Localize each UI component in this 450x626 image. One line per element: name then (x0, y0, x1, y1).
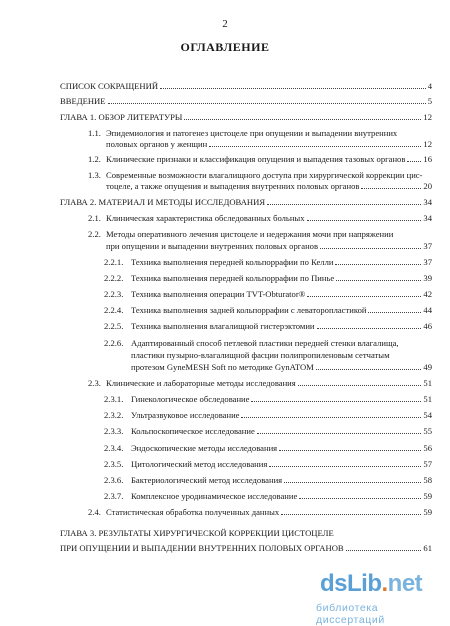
toc-entry-2-3-5-number: 2.3.5. (104, 459, 124, 469)
toc-entry-2-2-4[interactable]: Техника выполнения задней кольпоррафии с леваторопластикой 44 (131, 305, 432, 315)
toc-entry-2-2-3-number: 2.2.3. (104, 289, 124, 299)
toc-entry-chapter-3[interactable]: ПРИ ОПУЩЕНИИ И ВЫПАДЕНИИ ВНУТРЕННИХ ПОЛОВЫХ ОРГАНОВ 61 (60, 543, 432, 553)
toc-entry-2-2-6[interactable]: протезом GyneMESH Soft по методике GynATOM 49 (131, 362, 432, 372)
toc-entry-2-3-7-number: 2.3.7. (104, 491, 124, 501)
toc-entry-1-2[interactable]: Клинические признаки и классификация опущения и выпадения тазовых органов 16 (106, 154, 432, 164)
toc-entry-2-3-1[interactable]: Гинекологическое обследование 51 (131, 394, 432, 404)
toc-entry-2-1[interactable]: Клиническая характеристика обследованных больных 34 (106, 213, 432, 223)
toc-entry-2-3-5[interactable]: Цитологический метод исследования 57 (131, 459, 432, 469)
toc-entry-1-1-number: 1.1. (88, 128, 101, 138)
toc-entry-2-1-number: 2.1. (88, 213, 101, 223)
watermark-tagline: библиотека диссертаций (316, 602, 385, 626)
toc-entry-2-3-2[interactable]: Ультразвуковое исследование 54 (131, 410, 432, 420)
toc-entry-2-2-6-number: 2.2.6. (104, 338, 124, 348)
toc-entry-2-2-1[interactable]: Техника выполнения передней кольпоррафии по Келли 37 (131, 257, 432, 267)
toc-entry-2-2-2-number: 2.2.2. (104, 273, 124, 283)
toc-entry-2-3-number: 2.3. (88, 378, 101, 388)
toc-entry-2-3-4-number: 2.3.4. (104, 443, 124, 453)
toc-entry-2-3-6[interactable]: Бактериологический метод исследования 58 (131, 475, 432, 485)
toc-entry-chapter-2[interactable]: ГЛАВА 2. МАТЕРИАЛ И МЕТОДЫ ИССЛЕДОВАНИЯ 34 (60, 197, 432, 207)
toc-entry-chapter-3-line1[interactable]: ГЛАВА 3. РЕЗУЛЬТАТЫ ХИРУРГИЧЕСКОЙ КОРРЕКЦИИ ЦИСТОЦЕЛЕ (60, 528, 334, 538)
dslib-watermark (316, 570, 446, 626)
toc-entry-2-4[interactable]: Статистическая обработка полученных данных 59 (106, 507, 432, 517)
toc-entry-abbreviations[interactable]: СПИСОК СОКРАЩЕНИЙ 4 (60, 81, 432, 91)
toc-entry-chapter-1[interactable]: ГЛАВА 1. ОБЗОР ЛИТЕРАТУРЫ 12 (60, 112, 432, 122)
toc-entry-1-1[interactable]: половых органов у женщин 12 (106, 139, 432, 149)
toc-entry-1-3-number: 1.3. (88, 170, 101, 180)
toc-entry-2-2-number: 2.2. (88, 229, 101, 239)
toc-entry-2-3[interactable]: Клинические и лабораторные методы исследования 51 (106, 378, 432, 388)
page-number: 2 (222, 18, 228, 30)
toc-entry-2-2-2[interactable]: Техника выполнения передней кольпоррафии по Пинье 39 (131, 273, 432, 283)
toc-entry-2-3-3[interactable]: Кольпоскопическое исследование 55 (131, 426, 432, 436)
toc-entry-2-3-3-number: 2.3.3. (104, 426, 124, 436)
toc-entry-1-2-number: 1.2. (88, 154, 101, 164)
toc-entry-2-2-5-number: 2.2.5. (104, 321, 124, 331)
toc-entry-2-2-3[interactable]: Техника выполнения операции TVT-Obturator® 42 (131, 289, 432, 299)
toc-entry-1-3[interactable]: тоцеле, а также опущения и выпадения внутренних половых органов 20 (106, 181, 432, 191)
toc-entry-2-3-7[interactable]: Комплексное уродинамическое исследование 59 (131, 491, 432, 501)
toc-entry-2-2-6-line2[interactable]: пластики пузырно-влагалищной фасции полипропиленовым сетчатым (131, 350, 390, 360)
toc-entry-2-2-6-line1[interactable]: Адаптированный способ петлевой пластики передней стенки влагалища, (131, 338, 399, 348)
toc-entry-2-3-2-number: 2.3.2. (104, 410, 124, 420)
toc-entry-2-2-1-number: 2.2.1. (104, 257, 124, 267)
toc-entry-2-3-6-number: 2.3.6. (104, 475, 124, 485)
toc-entry-1-3-line1[interactable]: Современные возможности влагалищного доступа при хирургической коррекции цис- (106, 170, 423, 180)
toc-entry-2-2-5[interactable]: Техника выполнения влагалищной гистерэктомии 46 (131, 321, 432, 331)
toc-entry-2-2[interactable]: при опущении и выпадении внутренних половых органов 37 (106, 241, 432, 251)
toc-entry-2-2-line1[interactable]: Методы оперативного лечения цистоцеле и недержания мочи при напряжении (106, 229, 394, 239)
toc-entry-2-3-4[interactable]: Эндоскопические методы исследования 56 (131, 443, 432, 453)
toc-entry-2-2-4-number: 2.2.4. (104, 305, 124, 315)
toc-entry-1-1-line1[interactable]: Эпидемиология и патогенез цистоцеле при опущении и выпадении внутренних (106, 128, 398, 138)
toc-entry-2-4-number: 2.4. (88, 507, 101, 517)
toc-title: ОГЛАВЛЕНИЕ (180, 40, 270, 54)
dslib-logo: dsLib.net (320, 570, 423, 597)
toc-entry-introduction[interactable]: ВВЕДЕНИЕ 5 (60, 96, 432, 106)
toc-entry-2-3-1-number: 2.3.1. (104, 394, 124, 404)
